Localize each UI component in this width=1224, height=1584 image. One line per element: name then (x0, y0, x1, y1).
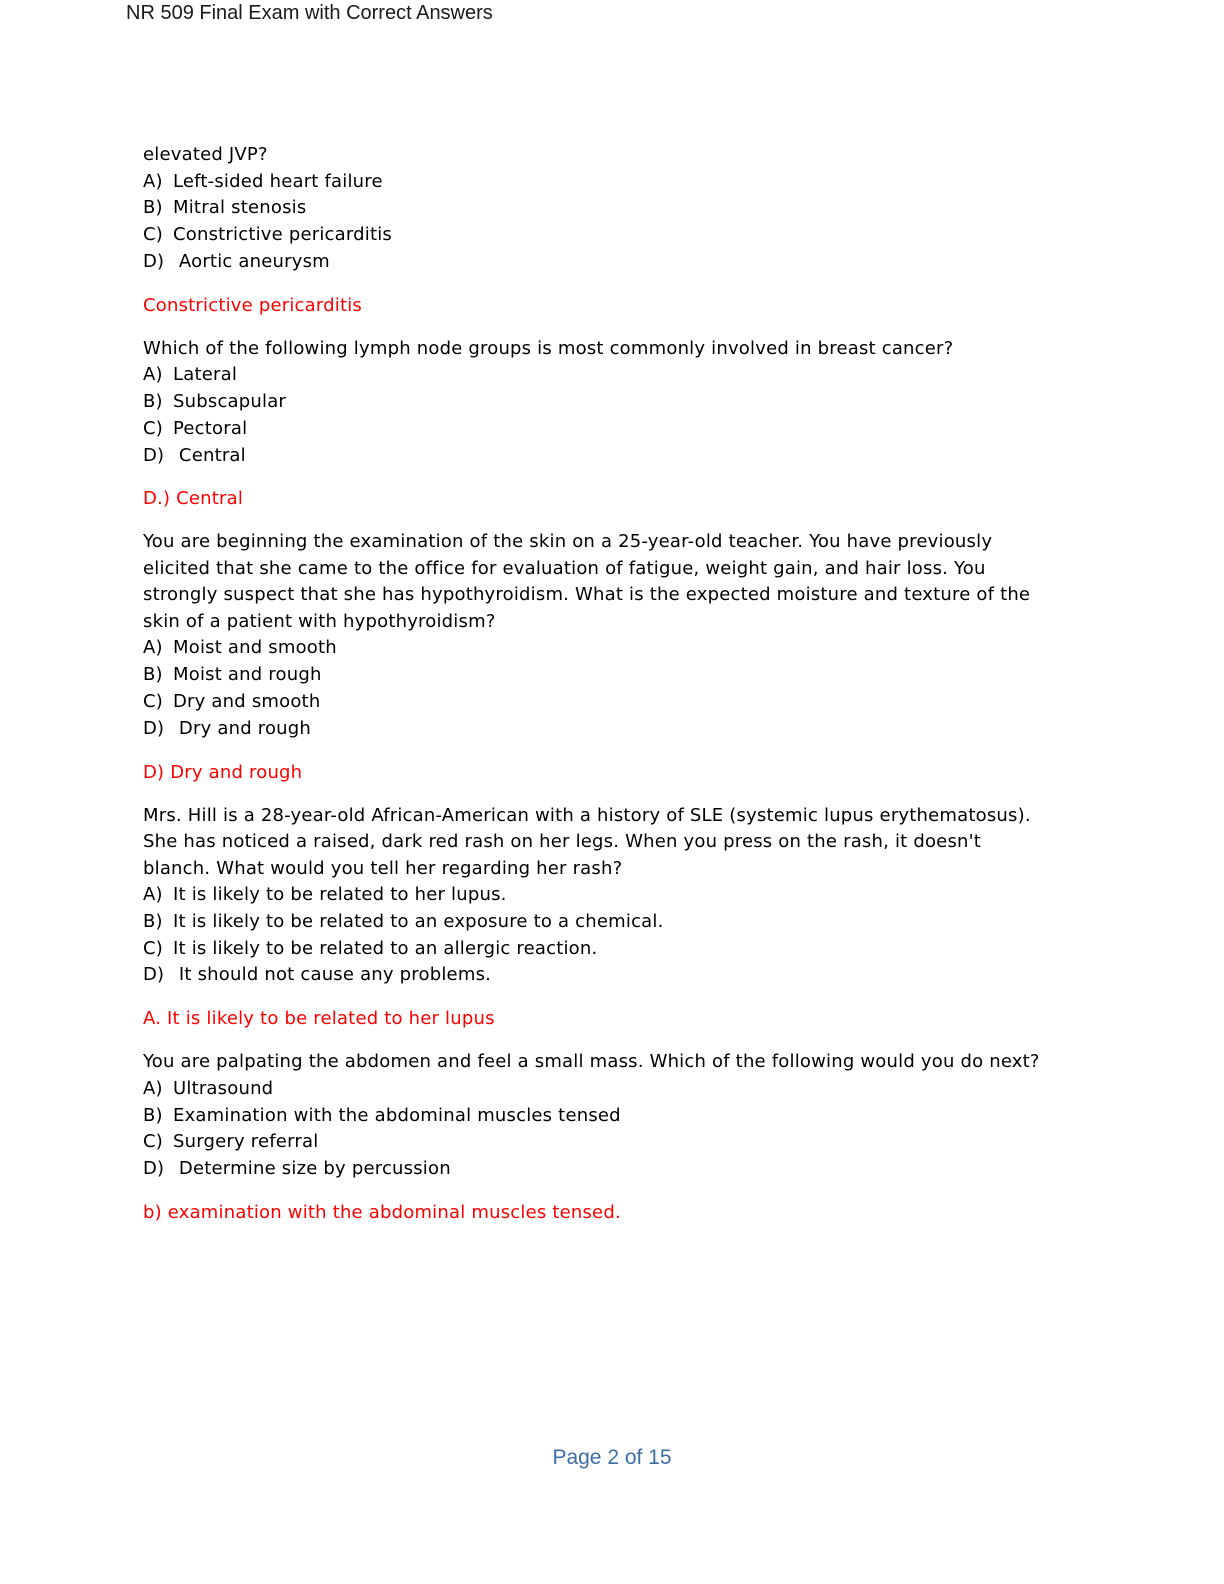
option-text: Moist and smooth (173, 637, 337, 659)
option-letter: A) (143, 364, 163, 386)
question-block (143, 529, 1043, 785)
option-letter: B) (143, 197, 163, 219)
page-number: Page 2 of 15 (552, 1446, 672, 1469)
option-a (143, 1076, 1043, 1103)
question-block (143, 142, 1043, 319)
option-a (143, 362, 1043, 389)
correct-answer: D) Dry and rough (143, 761, 303, 783)
option-b (143, 195, 1043, 222)
option-letter: D) (143, 964, 165, 986)
option-text: Dry and smooth (173, 690, 321, 712)
option-text: It is likely to be related to an allergic reaction. (173, 937, 598, 959)
option-letter: B) (143, 1104, 163, 1126)
exam-content (143, 142, 1043, 1243)
option-d (143, 716, 1043, 743)
question-text: You are palpating the abdomen and feel a small mass. Which of the following would you do next? (143, 1051, 1040, 1073)
option-a (143, 169, 1043, 196)
option-a (143, 882, 1043, 909)
option-text: Examination with the abdominal muscles tensed (173, 1104, 621, 1126)
option-letter: C) (143, 417, 163, 439)
option-text: Surgery referral (173, 1131, 319, 1153)
option-text: Left-sided heart failure (173, 170, 383, 192)
option-d (143, 249, 1043, 276)
option-text: It is likely to be related to her lupus. (173, 884, 507, 906)
option-b (143, 1103, 1043, 1130)
option-b (143, 662, 1043, 689)
option-c (143, 222, 1043, 249)
page-header-title: NR 509 Final Exam with Correct Answers (126, 2, 493, 24)
option-d (143, 443, 1043, 470)
option-text: Dry and rough (173, 717, 312, 739)
option-text: Mitral stenosis (173, 197, 307, 219)
option-d (143, 962, 1043, 989)
correct-answer: Constrictive pericarditis (143, 294, 363, 316)
option-letter: C) (143, 690, 163, 712)
question-text: Mrs. Hill is a 28-year-old African-American with a history of SLE (systemic lupus erythematosus). She has noticed a raised, dark red rash on her legs. When you press on the rash, it doesn't blanch. What would you tell her regarding her rash? (143, 804, 1031, 879)
option-text: It should not cause any problems. (173, 964, 492, 986)
option-letter: A) (143, 884, 163, 906)
option-letter: C) (143, 1131, 163, 1153)
option-letter: C) (143, 937, 163, 959)
option-text: Pectoral (173, 417, 248, 439)
question-block (143, 336, 1043, 513)
correct-answer: b) examination with the abdominal muscles tensed. (143, 1201, 621, 1223)
option-letter: B) (143, 664, 163, 686)
correct-answer: A. It is likely to be related to her lupus (143, 1008, 495, 1030)
option-c (143, 416, 1043, 443)
option-letter: C) (143, 224, 163, 246)
option-letter: D) (143, 444, 165, 466)
option-letter: B) (143, 910, 163, 932)
option-letter: B) (143, 390, 163, 412)
option-c (143, 689, 1043, 716)
option-a (143, 635, 1043, 662)
option-d (143, 1156, 1043, 1183)
question-text: elevated JVP? (143, 144, 268, 165)
option-letter: A) (143, 170, 163, 192)
question-block (143, 1049, 1043, 1226)
option-text: Ultrasound (173, 1077, 274, 1099)
option-text: Subscapular (173, 390, 287, 412)
option-text: Determine size by percussion (173, 1158, 451, 1180)
option-letter: A) (143, 1077, 163, 1099)
question-text: Which of the following lymph node groups is most commonly involved in breast cancer? (143, 337, 954, 359)
option-c (143, 936, 1043, 963)
correct-answer: D.) Central (143, 488, 244, 510)
option-text: It is likely to be related to an exposure to a chemical. (173, 910, 664, 932)
option-text: Aortic aneurysm (173, 250, 330, 272)
option-b (143, 389, 1043, 416)
option-text: Central (173, 444, 246, 466)
option-b (143, 909, 1043, 936)
option-text: Constrictive pericarditis (173, 224, 393, 246)
option-c (143, 1129, 1043, 1156)
question-text: You are beginning the examination of the skin on a 25-year-old teacher. You have previously elicited that she came to the office for evaluation of fatigue, weight gain, and hair loss. You strongly suspect that she has hypothyroidism. What is the expected moisture and texture of the skin of a patient with hypothyroidism? (143, 531, 1031, 632)
option-letter: A) (143, 637, 163, 659)
option-letter: D) (143, 250, 165, 272)
option-text: Moist and rough (173, 664, 322, 686)
question-block (143, 803, 1043, 1033)
option-text: Lateral (173, 364, 238, 386)
option-letter: D) (143, 717, 165, 739)
option-letter: D) (143, 1158, 165, 1180)
